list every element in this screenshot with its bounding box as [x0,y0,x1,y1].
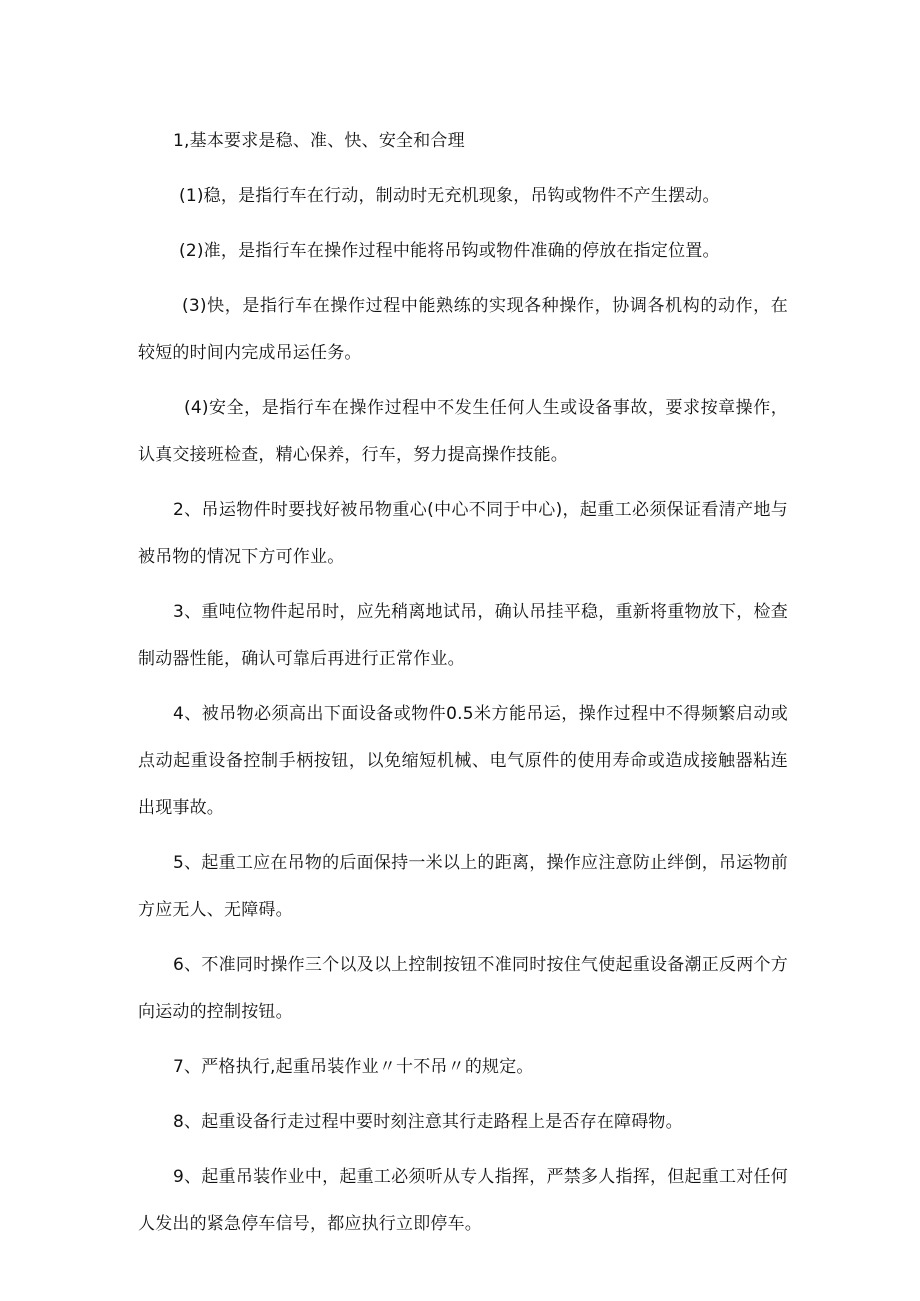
paragraph-item-2: 2、吊运物件时要找好被吊物重心(中心不同于中心)，起重工必须保证看清产地与被吊物的情况下方可作业。 [138,500,788,567]
paragraph-item-5: 5、起重工应在吊物的后面保持一米以上的距离，操作应注意防止绊倒，吊运物前方应无人、无障碍。 [138,853,788,920]
paragraph-item-4: 4、被吊物必须高出下面设备或物件0.5米方能吊运，操作过程中不得频繁启动或点动起重设备控制手柄按钮，以免缩短机械、电气原件的使用寿命或造成接触器粘连出现事故。 [138,704,788,818]
document-body [138,118,788,1248]
paragraph-item-7: 7、严格执行,起重吊装作业〃十不吊〃的规定。 [173,1057,534,1077]
paragraph-item-6: 6、不准同时操作三个以及以上控制按钮不准同时按住气使起重设备潮正反两个方向运动的控制按钮。 [138,955,788,1022]
paragraph-safety: (4)安全，是指行车在操作过程中不发生任何人生或设备事故，要求按章操作，认真交接班检查，精心保养，行车，努力提高操作技能。 [138,398,788,465]
paragraph-item-8: 8、起重设备行走过程中要时刻注意其行走路程上是否存在障碍物。 [173,1112,683,1132]
paragraph-item-3: 3、重吨位物件起吊时，应先稍离地试吊，确认吊挂平稳，重新将重物放下，检查制动器性能，确认可靠后再进行正常作业。 [138,602,788,669]
paragraph-fast: (3)快，是指行车在操作过程中能熟练的实现各种操作，协调各机构的动作，在较短的时间内完成吊运任务。 [138,296,788,363]
paragraph-accurate: (2)准，是指行车在操作过程中能将吊钩或物件准确的停放在指定位置。 [179,241,720,261]
paragraph-stable: (1)稳，是指行车在行动，制动时无充机现象，吊钩或物件不产生摆动。 [179,186,720,206]
paragraph-item-9: 9、起重吊装作业中，起重工必须听从专人指挥，严禁多人指挥，但起重工对任何人发出的紧急停车信号，都应执行立即停车。 [138,1167,788,1234]
paragraph-basic-requirements: 1,基本要求是稳、准、快、安全和合理 [173,131,465,151]
